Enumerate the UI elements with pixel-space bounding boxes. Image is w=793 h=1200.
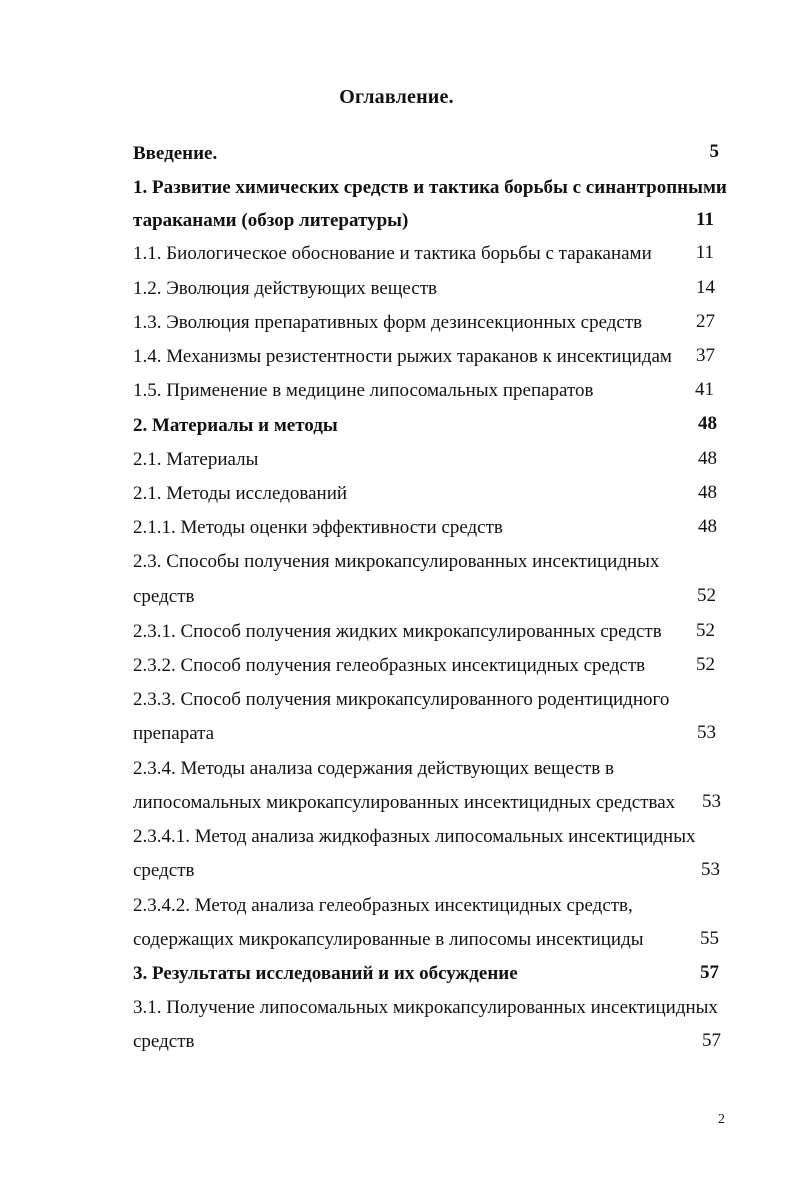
toc-entry-intro: Введение. bbox=[133, 143, 218, 164]
toc-page-2-3-1: 52 bbox=[696, 620, 715, 641]
toc-entry-1-3: 1.3. Эволюция препаративных форм дезинсекционных средств bbox=[133, 312, 643, 333]
toc-entry-2-3-2: 2.3.2. Способ получения гелеобразных инсектицидных средств bbox=[133, 655, 646, 676]
toc-page-2-1b: 48 bbox=[698, 482, 717, 503]
toc-entry-2-3-4-line1: 2.3.4. Методы анализа содержания действующих веществ в bbox=[133, 758, 615, 779]
toc-entry-1-2: 1.2. Эволюция действующих веществ bbox=[133, 278, 437, 299]
toc-page-1-5: 41 bbox=[695, 379, 714, 400]
toc-title: Оглавление. bbox=[339, 86, 454, 108]
toc-page-2-1-1: 48 bbox=[698, 516, 717, 537]
toc-entry-2-1: 2.1. Материалы bbox=[133, 449, 259, 470]
toc-entry-2-3-1: 2.3.1. Способ получения жидких микрокапсулированных средств bbox=[133, 621, 662, 642]
toc-entry-3-1-line1: 3.1. Получение липосомальных микрокапсулированных инсектицидных bbox=[133, 997, 718, 1018]
toc-entry-1-4: 1.4. Механизмы резистентности рыжих тараканов к инсектицидам bbox=[133, 346, 672, 367]
toc-page-1-2: 14 bbox=[696, 277, 715, 298]
toc-page-intro: 5 bbox=[709, 141, 719, 162]
toc-entry-2-3-4-2-line1: 2.3.4.2. Метод анализа гелеобразных инсектицидных средств, bbox=[133, 895, 633, 916]
toc-entry-ch1-line2: тараканами (обзор литературы) bbox=[133, 210, 409, 231]
toc-page-1-4: 37 bbox=[696, 345, 715, 366]
toc-page-ch2: 48 bbox=[698, 413, 717, 434]
toc-page-1-1: 11 bbox=[695, 242, 714, 263]
toc-entry-ch1-line1: 1. Развитие химических средств и тактика борьбы с синантропными bbox=[133, 177, 727, 198]
toc-entry-2-3-line2: средств bbox=[133, 586, 195, 607]
toc-entry-2-1-1: 2.1.1. Методы оценки эффективности средств bbox=[133, 517, 503, 538]
toc-page-2-3-4-1: 53 bbox=[701, 859, 720, 880]
toc-page-2-3-3: 53 bbox=[697, 722, 716, 743]
toc-page-3-1: 57 bbox=[702, 1030, 721, 1051]
toc-entry-2-3-4-line2: липосомальных микрокапсулированных инсектицидных средствах bbox=[133, 792, 676, 813]
toc-entry-3-1-line2: средств bbox=[133, 1031, 195, 1052]
toc-entry-1-5: 1.5. Применение в медицине липосомальных препаратов bbox=[133, 380, 594, 401]
toc-entry-2-1b: 2.1. Методы исследований bbox=[133, 483, 348, 504]
toc-page-2-3-4: 53 bbox=[702, 791, 721, 812]
page-number: 2 bbox=[718, 1112, 725, 1127]
toc-page-2-1: 48 bbox=[698, 448, 717, 469]
toc-entry-1-1: 1.1. Биологическое обоснование и тактика борьбы с тараканами bbox=[133, 243, 652, 264]
toc-page-2-3-2: 52 bbox=[696, 654, 715, 675]
toc-entry-2-3-4-1-line1: 2.3.4.1. Метод анализа жидкофазных липосомальных инсектицидных bbox=[133, 826, 696, 847]
toc-page-ch3: 57 bbox=[700, 962, 719, 983]
toc-entry-2-3-3-line1: 2.3.3. Способ получения микрокапсулированного родентицидного bbox=[133, 689, 670, 710]
toc-page-ch1: 11 bbox=[696, 209, 714, 230]
toc-entry-2-3-4-2-line2: содержащих микрокапсулированные в липосомы инсектициды bbox=[133, 929, 644, 950]
toc-entry-2-3-line1: 2.3. Способы получения микрокапсулированных инсектицидных bbox=[133, 551, 660, 572]
toc-entry-ch3: 3. Результаты исследований и их обсуждение bbox=[133, 963, 518, 984]
toc-entry-ch2: 2. Материалы и методы bbox=[133, 415, 338, 436]
toc-entry-2-3-3-line2: препарата bbox=[133, 723, 215, 744]
toc-page-1-3: 27 bbox=[696, 311, 715, 332]
toc-page-2-3: 52 bbox=[697, 585, 716, 606]
toc-entry-2-3-4-1-line2: средств bbox=[133, 860, 195, 881]
toc-page-2-3-4-2: 55 bbox=[700, 928, 719, 949]
